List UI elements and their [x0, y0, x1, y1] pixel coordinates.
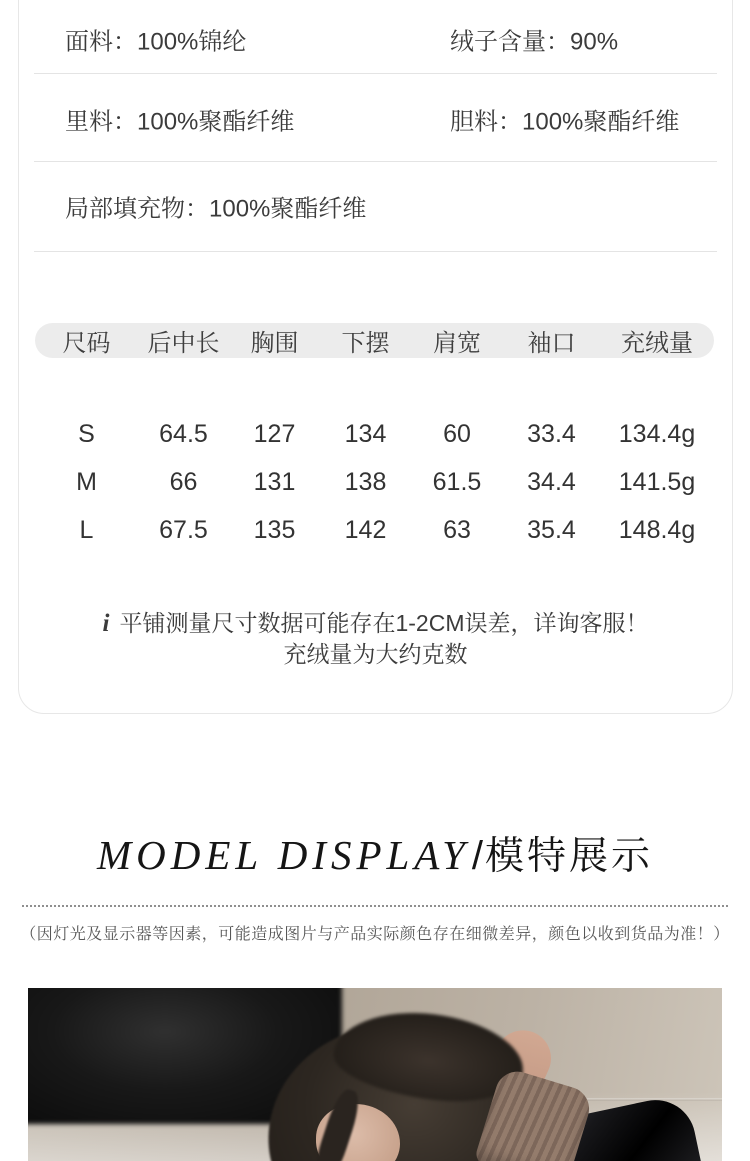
size-cell: L: [79, 516, 94, 544]
note-line-2: 充绒量为大约克数: [283, 641, 468, 667]
size-cell: 148.4g: [618, 516, 696, 544]
size-cell: S: [78, 420, 95, 448]
size-cell: M: [76, 468, 97, 496]
measurement-note: [19, 608, 732, 670]
column-header-hem: 下摆: [341, 330, 390, 357]
size-cell: 134.4g: [618, 420, 696, 448]
fabric-spec-interlining: 胆料：100%聚酯纤维: [450, 108, 680, 136]
column-header-shoulder: 肩宽: [433, 330, 481, 357]
divider: [34, 73, 717, 74]
column-header-down-weight: 充绒量: [621, 330, 693, 357]
divider: [34, 251, 717, 252]
fabric-spec-shell: 面料：100%锦纶: [65, 28, 247, 56]
fabric-spec-partial-filling: 局部填充物：100%聚酯纤维: [65, 195, 367, 223]
size-cell: 127: [253, 420, 296, 448]
size-cell: 131: [253, 468, 296, 496]
column-header-cuff: 袖口: [527, 330, 576, 357]
section-title-slash: /: [471, 834, 484, 878]
size-cell: 66: [169, 468, 198, 496]
size-cell: 61.5: [432, 468, 482, 496]
note-text: 平铺测量尺寸数据可能存在1-2CM误差，详询客服！: [119, 610, 649, 636]
size-chart-row-s: [35, 417, 714, 451]
info-icon: i: [102, 610, 110, 637]
color-disclaimer: （因灯光及显示器等因素，可能造成图片与产品实际颜色存在细微差异，颜色以收到货品为准！）: [20, 926, 730, 943]
size-chart-row-l: [35, 513, 714, 547]
size-cell: 138: [344, 468, 387, 496]
size-chart-row-m: [35, 465, 714, 499]
size-cell: 67.5: [159, 516, 208, 544]
size-cell: 64.5: [159, 420, 208, 448]
size-cell: 134: [344, 420, 387, 448]
spec-card: [18, 0, 733, 714]
fabric-spec-lining: 里料：100%聚酯纤维: [65, 108, 295, 136]
size-cell: 35.4: [527, 516, 576, 544]
column-header-size: 尺码: [62, 330, 111, 357]
size-cell: 63: [443, 516, 471, 544]
column-header-bust: 胸围: [250, 330, 299, 357]
size-cell: 135: [253, 516, 296, 544]
size-cell: 142: [344, 516, 387, 544]
size-cell: 33.4: [527, 420, 576, 448]
section-title: [0, 830, 750, 887]
fabric-spec-down-content: 绒子含量：90%: [450, 28, 619, 56]
dotted-divider: [22, 905, 728, 907]
size-cell: 34.4: [527, 468, 576, 496]
size-cell: 60: [443, 420, 471, 448]
divider: [34, 161, 717, 162]
section-title-en: MODEL DISPLAY: [96, 832, 470, 878]
column-header-back-length: 后中长: [147, 330, 220, 357]
section-title-zh: 模特展示: [485, 835, 654, 878]
size-chart-header: [35, 323, 714, 358]
size-cell: 141.5g: [618, 468, 696, 496]
note-line-1: [19, 608, 732, 639]
model-photo: [28, 988, 722, 1161]
